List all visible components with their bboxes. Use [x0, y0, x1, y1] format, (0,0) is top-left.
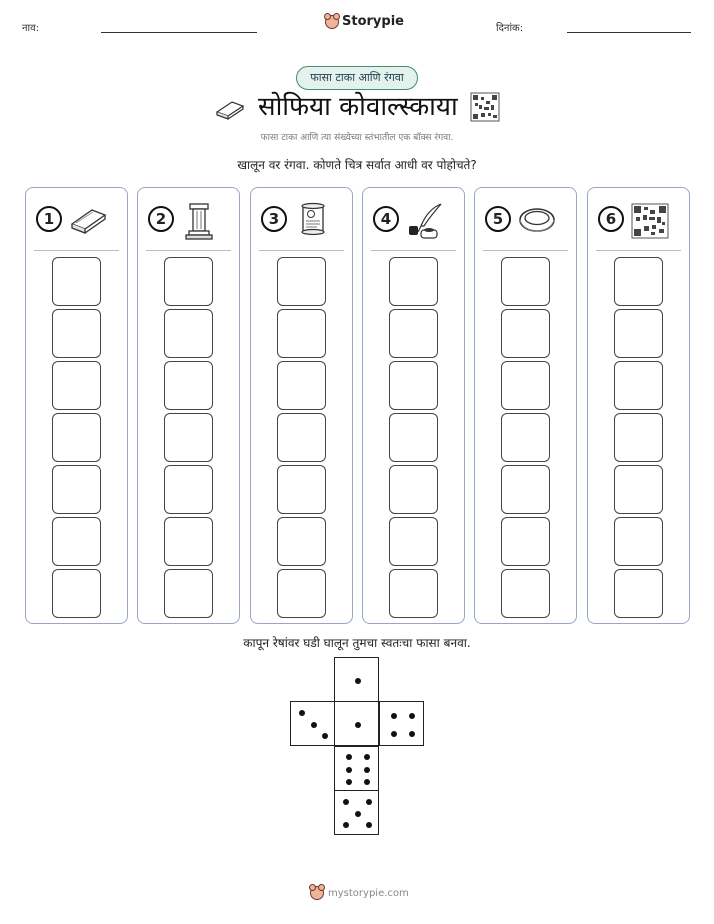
date-line[interactable] [567, 32, 691, 33]
quill-inkpot-icon [405, 202, 445, 240]
die-pip [355, 722, 361, 728]
color-box[interactable] [164, 309, 213, 358]
column-divider [34, 250, 119, 251]
column-divider [371, 250, 456, 251]
header [0, 14, 714, 38]
color-box[interactable] [614, 465, 663, 514]
column-number: 3 [261, 206, 287, 232]
name-line[interactable] [101, 32, 257, 33]
die-face [334, 657, 379, 702]
book-icon [214, 98, 246, 120]
column-5 [474, 187, 577, 624]
die-pip [409, 713, 415, 719]
color-box[interactable] [614, 413, 663, 462]
color-box[interactable] [614, 569, 663, 618]
ring-icon [517, 202, 557, 238]
color-box[interactable] [389, 361, 438, 410]
color-box[interactable] [501, 465, 550, 514]
name-label: नाव: [22, 23, 40, 34]
color-box[interactable] [52, 465, 101, 514]
color-box[interactable] [501, 517, 550, 566]
column-number: 4 [373, 206, 399, 232]
brand-name: Storypie [342, 14, 404, 29]
die-pip [346, 779, 352, 785]
color-box[interactable] [614, 257, 663, 306]
qr-pattern-icon [630, 202, 670, 240]
color-box[interactable] [501, 361, 550, 410]
color-box[interactable] [389, 465, 438, 514]
color-box[interactable] [164, 361, 213, 410]
color-box[interactable] [52, 517, 101, 566]
die-pip [366, 822, 372, 828]
color-box[interactable] [501, 569, 550, 618]
die-pip [311, 722, 317, 728]
column-divider [146, 250, 231, 251]
die-face [334, 790, 379, 835]
column-6 [587, 187, 690, 624]
title-row [0, 92, 714, 124]
color-box[interactable] [52, 361, 101, 410]
color-box[interactable] [52, 309, 101, 358]
die-pip [364, 754, 370, 760]
color-box[interactable] [164, 465, 213, 514]
column-number: 6 [598, 206, 624, 232]
cut-instruction: कापून रेषांवर घडी घालून तुमचा स्वतःचा फासा बनवा. [243, 636, 471, 650]
footer-url: mystorypie.com [328, 887, 409, 899]
bear-icon [325, 15, 339, 29]
column-3 [250, 187, 353, 624]
color-box[interactable] [52, 257, 101, 306]
page-title: सोफिया कोवाल्स्काया [258, 92, 458, 122]
color-box[interactable] [277, 361, 326, 410]
column-number: 5 [485, 206, 511, 232]
color-box[interactable] [389, 309, 438, 358]
instruction: खालून वर रंगवा. कोणते चित्र सर्वात आधी वर पोहोचते? [237, 158, 477, 172]
color-box[interactable] [52, 413, 101, 462]
bear-icon [310, 886, 324, 900]
die-pip [364, 779, 370, 785]
die-pip [366, 799, 372, 805]
die-pip [391, 713, 397, 719]
die-pip [322, 733, 328, 739]
die-face [334, 746, 379, 791]
die-pip [299, 710, 305, 716]
color-box[interactable] [614, 361, 663, 410]
die-pip [355, 811, 361, 817]
color-box[interactable] [277, 257, 326, 306]
die-pip [346, 767, 352, 773]
brand-logo [325, 14, 404, 29]
color-box[interactable] [501, 257, 550, 306]
die-pip [343, 822, 349, 828]
column-number: 1 [36, 206, 62, 232]
column-divider [259, 250, 344, 251]
color-box[interactable] [164, 569, 213, 618]
color-box[interactable] [277, 309, 326, 358]
color-box[interactable] [389, 257, 438, 306]
color-box[interactable] [164, 257, 213, 306]
column-number: 2 [148, 206, 174, 232]
column-divider [596, 250, 681, 251]
die-pip [346, 754, 352, 760]
die-face [379, 701, 424, 746]
column-2 [137, 187, 240, 624]
pedestal-icon [180, 202, 220, 240]
column-divider [483, 250, 568, 251]
color-box[interactable] [164, 517, 213, 566]
color-box[interactable] [277, 569, 326, 618]
column-1 [25, 187, 128, 624]
color-box[interactable] [389, 569, 438, 618]
qr-pattern-icon [470, 92, 500, 122]
color-box[interactable] [501, 413, 550, 462]
color-box[interactable] [614, 517, 663, 566]
die-face [290, 701, 335, 746]
activity-tag: फासा टाका आणि रंगवा [296, 66, 418, 90]
die-pip [391, 731, 397, 737]
color-box[interactable] [389, 413, 438, 462]
column-4 [362, 187, 465, 624]
color-box[interactable] [501, 309, 550, 358]
die-pip [355, 678, 361, 684]
color-box[interactable] [277, 517, 326, 566]
date-label: दिनांक: [496, 23, 524, 34]
color-box[interactable] [614, 309, 663, 358]
scroll-icon [293, 202, 333, 238]
color-box[interactable] [277, 413, 326, 462]
die-face [334, 701, 379, 746]
die-pip [364, 767, 370, 773]
color-box[interactable] [277, 465, 326, 514]
color-box[interactable] [389, 517, 438, 566]
color-box[interactable] [164, 413, 213, 462]
book-icon [68, 202, 108, 238]
die-pip [343, 799, 349, 805]
color-box[interactable] [52, 569, 101, 618]
footer [310, 886, 409, 900]
subtitle: फासा टाका आणि त्या संख्येच्या स्तंभातील एक बॉक्स रंगवा. [260, 133, 454, 143]
die-pip [409, 731, 415, 737]
